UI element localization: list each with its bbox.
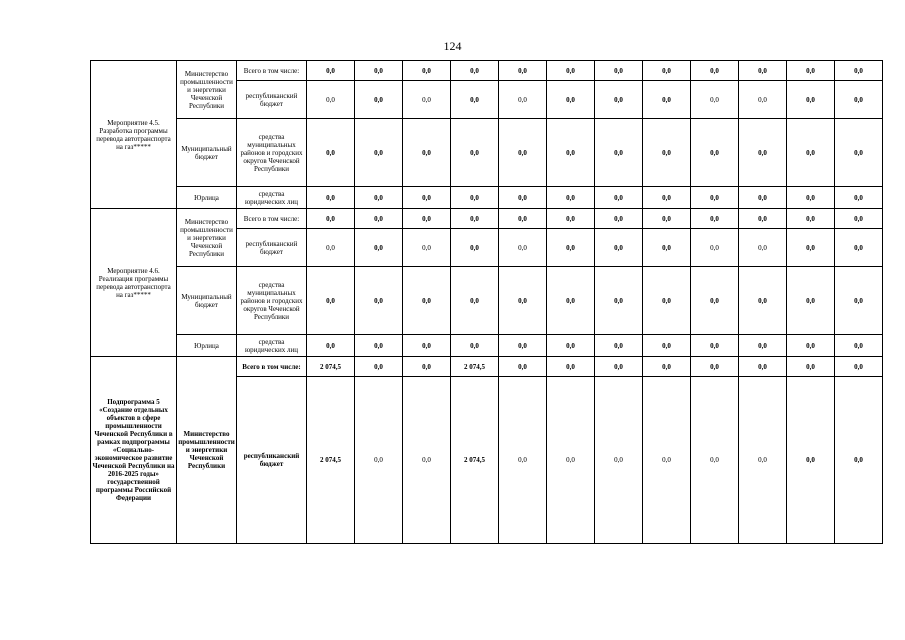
value-cell: 0,0 [355,267,403,335]
value-cell: 0,0 [547,335,595,357]
value-cell: 0,0 [787,335,835,357]
value-cell: 2 074,5 [307,377,355,544]
table-row [91,209,883,229]
value-cell: 0,0 [643,81,691,119]
value-cell: 0,0 [643,229,691,267]
value-cell: 0,0 [643,357,691,377]
value-cell: 0,0 [739,377,787,544]
value-cell: 0,0 [835,81,883,119]
value-cell: 0,0 [451,267,499,335]
value-cell: 0,0 [355,357,403,377]
value-cell: 2 074,5 [451,357,499,377]
value-cell: 0,0 [835,335,883,357]
value-cell: 0,0 [547,209,595,229]
value-cell: 0,0 [547,61,595,81]
value-cell: 0,0 [547,267,595,335]
value-cell: 0,0 [739,209,787,229]
value-cell: 0,0 [691,357,739,377]
value-cell: 0,0 [691,187,739,209]
value-cell: 2 074,5 [307,357,355,377]
value-cell: 2 074,5 [451,377,499,544]
funding-source-cell: Всего в том числе: [237,61,307,81]
value-cell: 0,0 [835,267,883,335]
value-cell: 0,0 [451,61,499,81]
value-cell: 0,0 [643,187,691,209]
value-cell: 0,0 [307,81,355,119]
value-cell: 0,0 [355,119,403,187]
value-cell: 0,0 [643,267,691,335]
measure-cell: Подпрограмма 5 «Создание отдельных объектов в сфере промышленности Чеченской Республики в рамках подпрограммы «Социально-экономическое развитие Чеченской Республики на 2016-2025 годы» государственной программы Российской Федерации [91,357,177,544]
value-cell: 0,0 [547,357,595,377]
value-cell: 0,0 [787,357,835,377]
value-cell: 0,0 [643,335,691,357]
value-cell: 0,0 [451,119,499,187]
value-cell: 0,0 [403,335,451,357]
value-cell: 0,0 [595,229,643,267]
value-cell: 0,0 [835,229,883,267]
value-cell: 0,0 [499,61,547,81]
value-cell: 0,0 [307,229,355,267]
table-row [91,61,883,81]
value-cell: 0,0 [403,61,451,81]
measure-cell: Мероприятие 4.5. Разработка программы перевода автотранспорта на газ***** [91,61,177,209]
value-cell: 0,0 [547,81,595,119]
value-cell: 0,0 [451,187,499,209]
executor-cell: Министерство промышленности и энергетики Чеченской Республики [177,209,237,267]
value-cell: 0,0 [787,209,835,229]
page-number: 124 [443,39,462,53]
funding-source-cell: республиканский бюджет [237,377,307,544]
value-cell: 0,0 [691,81,739,119]
value-cell: 0,0 [355,81,403,119]
value-cell: 0,0 [595,335,643,357]
funding-source-cell: Всего в том числе: [237,357,307,377]
value-cell: 0,0 [499,229,547,267]
value-cell: 0,0 [739,81,787,119]
value-cell: 0,0 [787,119,835,187]
value-cell: 0,0 [739,119,787,187]
table-row [91,357,883,377]
value-cell: 0,0 [403,81,451,119]
value-cell: 0,0 [403,187,451,209]
value-cell: 0,0 [595,187,643,209]
funding-source-cell: средства муниципальных районов и городских округов Чеченской Республики [237,267,307,335]
value-cell: 0,0 [835,61,883,81]
funding-source-cell: республиканский бюджет [237,81,307,119]
value-cell: 0,0 [499,81,547,119]
value-cell: 0,0 [787,61,835,81]
funding-source-cell: средства юридических лиц [237,187,307,209]
value-cell: 0,0 [643,119,691,187]
value-cell: 0,0 [307,187,355,209]
executor-cell: Муниципальный бюджет [177,119,237,187]
value-cell: 0,0 [547,229,595,267]
value-cell: 0,0 [595,267,643,335]
value-cell: 0,0 [307,335,355,357]
executor-cell: Министерство промышленности и энергетики Чеченской Республики [177,357,237,544]
table-row [91,267,883,335]
table-row [91,187,883,209]
value-cell: 0,0 [643,377,691,544]
value-cell: 0,0 [451,81,499,119]
value-cell: 0,0 [739,61,787,81]
value-cell: 0,0 [499,187,547,209]
value-cell: 0,0 [547,377,595,544]
value-cell: 0,0 [787,377,835,544]
funding-source-cell: Всего в том числе: [237,209,307,229]
value-cell: 0,0 [499,335,547,357]
value-cell: 0,0 [595,119,643,187]
value-cell: 0,0 [835,357,883,377]
value-cell: 0,0 [355,187,403,209]
value-cell: 0,0 [307,267,355,335]
value-cell: 0,0 [595,357,643,377]
funding-source-cell: средства юридических лиц [237,335,307,357]
value-cell: 0,0 [451,229,499,267]
value-cell: 0,0 [835,119,883,187]
value-cell: 0,0 [403,209,451,229]
executor-cell: Юрлица [177,335,237,357]
value-cell: 0,0 [451,335,499,357]
value-cell: 0,0 [499,377,547,544]
funding-source-cell: средства муниципальных районов и городских округов Чеченской Республики [237,119,307,187]
value-cell: 0,0 [499,119,547,187]
value-cell: 0,0 [835,377,883,544]
value-cell: 0,0 [307,209,355,229]
value-cell: 0,0 [403,229,451,267]
executor-cell: Министерство промышленности и энергетики Чеченской Республики [177,61,237,119]
value-cell: 0,0 [403,267,451,335]
value-cell: 0,0 [691,267,739,335]
value-cell: 0,0 [355,229,403,267]
value-cell: 0,0 [739,335,787,357]
value-cell: 0,0 [835,187,883,209]
value-cell: 0,0 [787,229,835,267]
value-cell: 0,0 [499,357,547,377]
value-cell: 0,0 [691,119,739,187]
value-cell: 0,0 [451,209,499,229]
value-cell: 0,0 [595,81,643,119]
value-cell: 0,0 [691,209,739,229]
table-row [91,335,883,357]
value-cell: 0,0 [595,377,643,544]
value-cell: 0,0 [307,61,355,81]
table-row [91,119,883,187]
value-cell: 0,0 [355,209,403,229]
value-cell: 0,0 [643,61,691,81]
value-cell: 0,0 [355,61,403,81]
value-cell: 0,0 [739,267,787,335]
value-cell: 0,0 [595,61,643,81]
value-cell: 0,0 [403,377,451,544]
value-cell: 0,0 [499,209,547,229]
value-cell: 0,0 [403,119,451,187]
value-cell: 0,0 [787,187,835,209]
executor-cell: Юрлица [177,187,237,209]
value-cell: 0,0 [595,209,643,229]
funding-source-cell: республиканский бюджет [237,229,307,267]
value-cell: 0,0 [355,377,403,544]
measure-cell: Мероприятие 4.6. Реализация программы перевода автотранспорта на газ***** [91,209,177,357]
value-cell: 0,0 [739,187,787,209]
value-cell: 0,0 [307,119,355,187]
value-cell: 0,0 [499,267,547,335]
value-cell: 0,0 [403,357,451,377]
value-cell: 0,0 [787,81,835,119]
value-cell: 0,0 [547,119,595,187]
executor-cell: Муниципальный бюджет [177,267,237,335]
value-cell: 0,0 [835,209,883,229]
value-cell: 0,0 [691,377,739,544]
value-cell: 0,0 [691,61,739,81]
value-cell: 0,0 [739,357,787,377]
value-cell: 0,0 [547,187,595,209]
value-cell: 0,0 [691,229,739,267]
value-cell: 0,0 [691,335,739,357]
value-cell: 0,0 [355,335,403,357]
value-cell: 0,0 [643,209,691,229]
funding-table [90,60,883,544]
value-cell: 0,0 [787,267,835,335]
value-cell: 0,0 [739,229,787,267]
